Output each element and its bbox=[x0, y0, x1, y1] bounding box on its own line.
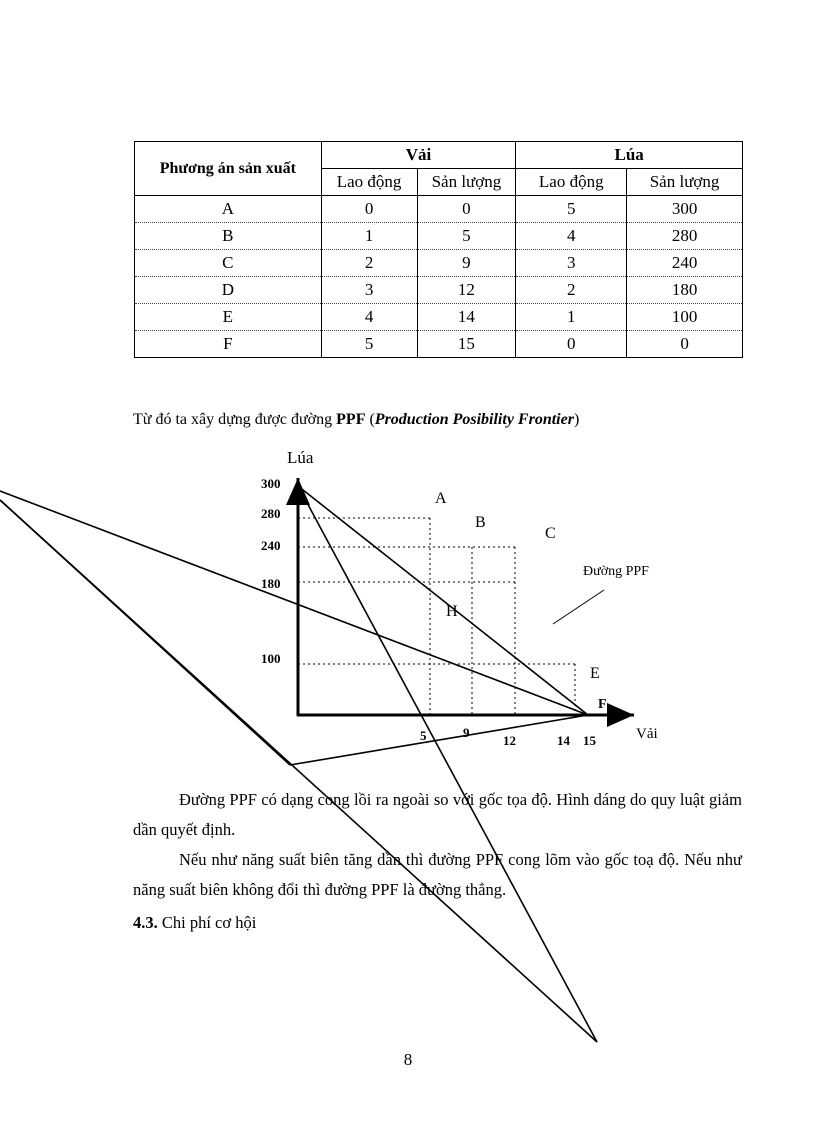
cell-option: F bbox=[135, 331, 322, 358]
cell-rice-labor: 3 bbox=[516, 250, 627, 277]
intro-ppf: PPF bbox=[336, 411, 366, 428]
annotation-A: A bbox=[435, 490, 447, 507]
cell-cloth-labor: 3 bbox=[321, 277, 417, 304]
paragraph-marginal-productivity: Nếu như năng suất biên tăng dần thì đường PPF cong lõm vào gốc toạ độ. Nếu như năng suất biên không đổi thì đường PPF là đường thẳng. bbox=[133, 850, 742, 899]
x-tick-label: 14 bbox=[557, 733, 570, 748]
section-heading bbox=[133, 913, 256, 933]
intro-open-paren: ( bbox=[365, 411, 375, 428]
intro-english-term: Production Posibility Frontier bbox=[374, 411, 574, 428]
cell-rice-labor: 2 bbox=[516, 277, 627, 304]
dotted-gridlines bbox=[298, 518, 575, 715]
stray-line bbox=[0, 491, 588, 715]
header-rice-labor: Lao động bbox=[516, 169, 627, 196]
header-rice: Lúa bbox=[516, 142, 743, 169]
annotation-B: B bbox=[475, 514, 486, 531]
cell-cloth-labor: 1 bbox=[321, 223, 417, 250]
stray-line bbox=[290, 715, 588, 765]
curve-label-arrow bbox=[553, 590, 604, 624]
intro-close-paren: ) bbox=[573, 411, 580, 428]
cell-rice-output: 280 bbox=[627, 223, 743, 250]
cell-cloth-output: 12 bbox=[417, 277, 516, 304]
cell-rice-output: 100 bbox=[627, 304, 743, 331]
cell-rice-output: 300 bbox=[627, 196, 743, 223]
cell-rice-labor: 5 bbox=[516, 196, 627, 223]
y-tick-label: 100 bbox=[261, 651, 281, 666]
header-cloth: Vải bbox=[321, 142, 516, 169]
ppf-curve-label: Đường PPF bbox=[583, 564, 649, 579]
cell-cloth-output: 14 bbox=[417, 304, 516, 331]
cell-rice-output: 180 bbox=[627, 277, 743, 304]
cell-option: D bbox=[135, 277, 322, 304]
cell-rice-labor: 4 bbox=[516, 223, 627, 250]
cell-rice-output: 240 bbox=[627, 250, 743, 277]
cell-cloth-output: 0 bbox=[417, 196, 516, 223]
intro-text: Từ đó ta xây dựng được đường bbox=[133, 411, 337, 428]
y-tick-label: 280 bbox=[261, 506, 281, 521]
y-axis-title: Lúa bbox=[287, 448, 314, 467]
y-tick-label: 240 bbox=[261, 538, 281, 553]
annotation-C: C bbox=[545, 525, 556, 542]
cell-cloth-output: 15 bbox=[417, 331, 516, 358]
cell-cloth-labor: 5 bbox=[321, 331, 417, 358]
y-tick-label: 300 bbox=[261, 476, 281, 491]
cell-rice-labor: 0 bbox=[516, 331, 627, 358]
cell-option: C bbox=[135, 250, 322, 277]
header-cloth-labor: Lao động bbox=[321, 169, 417, 196]
cell-rice-output: 0 bbox=[627, 331, 743, 358]
y-tick-label: 180 bbox=[261, 576, 281, 591]
cell-cloth-output: 5 bbox=[417, 223, 516, 250]
x-axis-title: Vải bbox=[636, 726, 658, 742]
cell-cloth-labor: 4 bbox=[321, 304, 417, 331]
header-cloth-output: Sản lượng bbox=[417, 169, 516, 196]
cell-option: B bbox=[135, 223, 322, 250]
x-tick-label: 9 bbox=[463, 725, 470, 740]
cell-rice-labor: 1 bbox=[516, 304, 627, 331]
annotation-F: F bbox=[598, 697, 607, 712]
page-number: 8 bbox=[403, 1050, 413, 1069]
cell-cloth-labor: 2 bbox=[321, 250, 417, 277]
section-title: Chi phí cơ hội bbox=[157, 913, 257, 932]
annotation-E: E bbox=[590, 665, 600, 682]
ppf-line bbox=[298, 486, 588, 715]
stray-line bbox=[298, 486, 597, 1042]
cell-option: A bbox=[135, 196, 322, 223]
cell-cloth-output: 9 bbox=[417, 250, 516, 277]
section-number: 4.3. bbox=[133, 913, 158, 932]
header-production-option: Phương án sản xuất bbox=[135, 142, 322, 196]
header-rice-output: Sản lượng bbox=[627, 169, 743, 196]
x-tick-label: 12 bbox=[503, 733, 516, 748]
annotation-H: H bbox=[446, 603, 458, 620]
x-tick-label: 5 bbox=[420, 728, 427, 743]
cell-option: E bbox=[135, 304, 322, 331]
paragraph-ppf-shape: Đường PPF có dạng cong lồi ra ngoài so với gốc tọa độ. Hình dáng do quy luật giảm dần quyết định. bbox=[133, 790, 742, 839]
x-tick-label: 15 bbox=[583, 733, 596, 748]
cell-cloth-labor: 0 bbox=[321, 196, 417, 223]
